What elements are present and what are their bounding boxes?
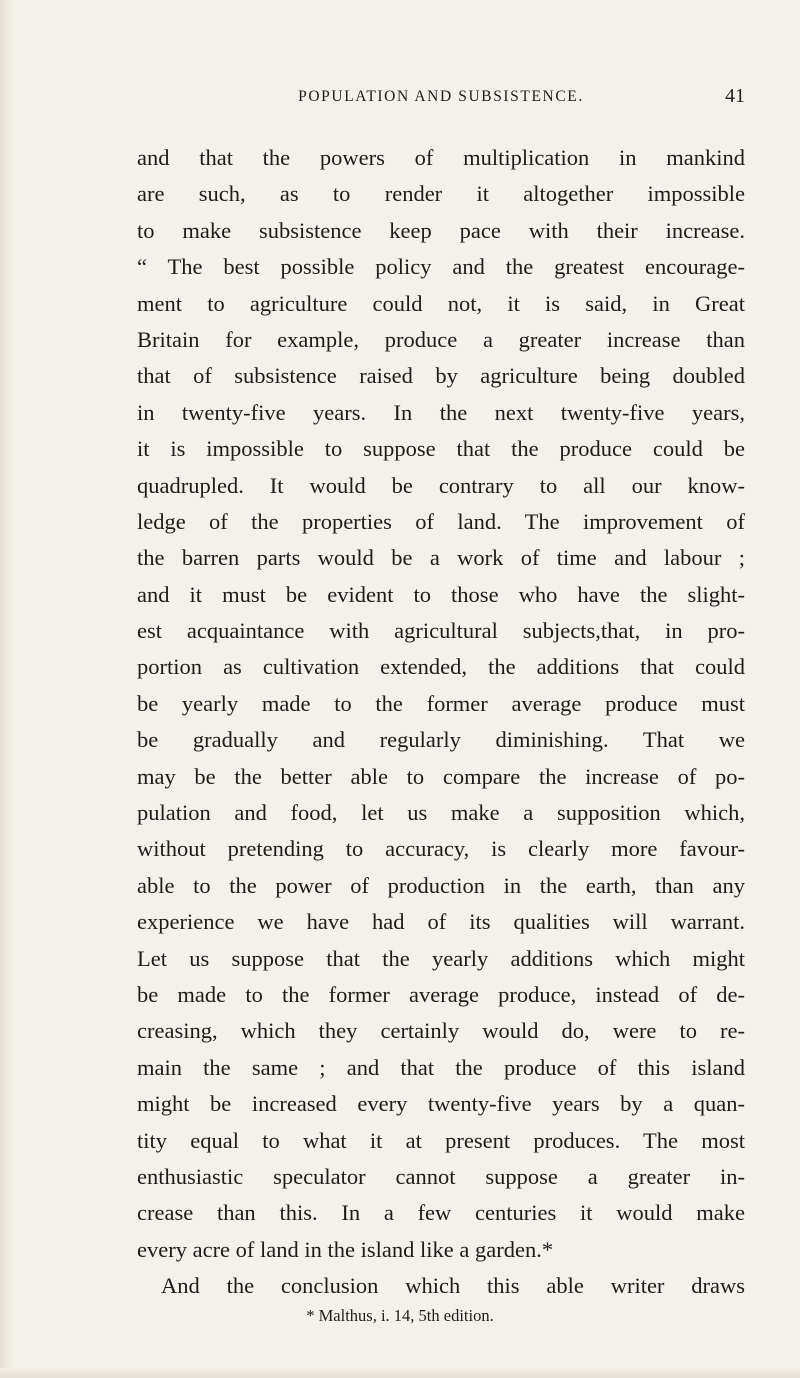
text-line: able to the power of production in the earth, than any xyxy=(137,872,745,898)
text-line: may be the better able to compare the increase of po- xyxy=(137,763,745,789)
page-number: 41 xyxy=(725,85,745,107)
text-line: and it must be evident to those who have the slight- xyxy=(137,581,745,607)
text-line: might be increased every twenty-five years by a quan- xyxy=(137,1091,745,1117)
page-edge-shadow xyxy=(0,0,14,1378)
text-line: “ The best possible policy and the greatest encourage- xyxy=(137,254,745,280)
text-line: enthusiastic speculator cannot suppose a greater in- xyxy=(137,1163,745,1189)
text-line: est acquaintance with agricultural subjects,that, in pro- xyxy=(137,618,745,644)
text-line: that of subsistence raised by agriculture being doubled xyxy=(137,363,745,389)
text-line: it is impossible to suppose that the produce could be xyxy=(137,436,745,462)
text-line: Let us suppose that the yearly additions which might xyxy=(137,945,745,971)
text-line: be yearly made to the former average produce must xyxy=(137,690,745,716)
text-line: Britain for example, produce a greater increase than xyxy=(137,326,745,352)
text-line: creasing, which they certainly would do, were to re- xyxy=(137,1018,745,1044)
text-line: pulation and food, let us make a supposition which, xyxy=(137,800,745,826)
text-line: tity equal to what it at present produces. The most xyxy=(137,1127,745,1153)
text-line: be made to the former average produce, instead of de- xyxy=(137,981,745,1007)
text-line: experience we have had of its qualities will warrant. xyxy=(137,909,745,935)
text-line: ment to agriculture could not, it is said, in Great xyxy=(137,290,745,316)
running-title: POPULATION AND SUBSISTENCE. xyxy=(298,88,584,105)
text-line: be gradually and regularly diminishing. That we xyxy=(137,727,745,753)
text-line: every acre of land in the island like a garden.* xyxy=(137,1236,554,1262)
text-line: are such, as to render it altogether impossible xyxy=(137,181,745,207)
text-line: in twenty-five years. In the next twenty-five years, xyxy=(137,399,745,425)
text-line: crease than this. In a few centuries it would make xyxy=(137,1200,745,1226)
text-line: the barren parts would be a work of time and labour ; xyxy=(137,545,745,571)
page-bottom-edge xyxy=(0,1368,800,1378)
text-line: and that the powers of multiplication in mankind xyxy=(137,145,745,170)
footnote: * Malthus, i. 14, 5th edition. xyxy=(306,1306,494,1325)
page-header xyxy=(137,86,745,110)
text-line: And the conclusion which this able writer draws xyxy=(161,1273,745,1299)
text-line: ledge of the properties of land. The improvement of xyxy=(137,508,745,534)
text-line: main the same ; and that the produce of this island xyxy=(137,1054,745,1080)
body-text xyxy=(137,140,745,1305)
text-line: portion as cultivation extended, the additions that could xyxy=(137,654,745,680)
text-line: to make subsistence keep pace with their increase. xyxy=(137,217,745,243)
text-line: without pretending to accuracy, is clearly more favour- xyxy=(137,836,745,862)
text-line: quadrupled. It would be contrary to all our know- xyxy=(137,472,745,498)
